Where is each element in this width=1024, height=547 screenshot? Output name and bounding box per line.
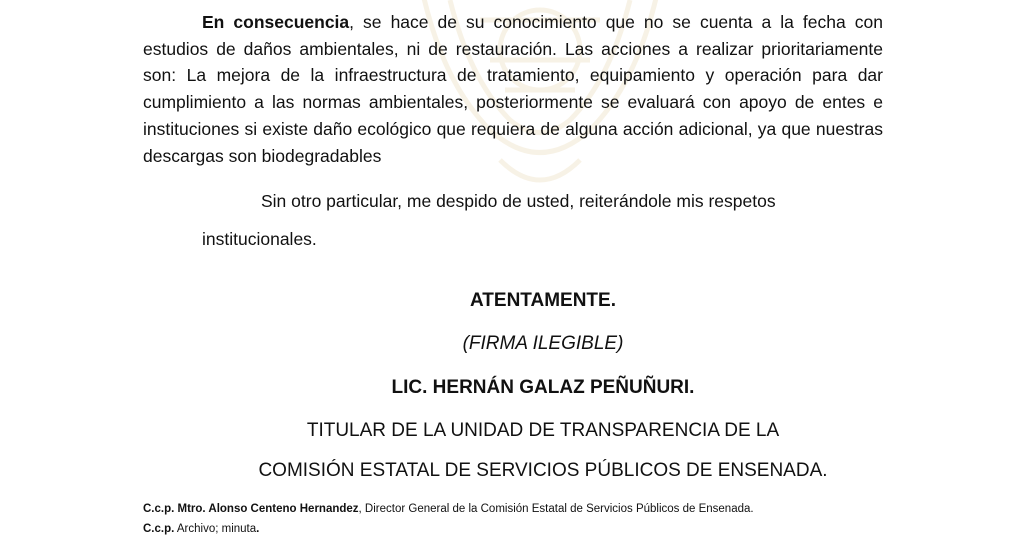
ccp-prefix: C.c.p.	[143, 503, 175, 515]
closing-salutation: ATENTAMENTE.	[469, 290, 616, 311]
ccp-end: .	[256, 523, 260, 535]
carbon-copy-line-2	[143, 522, 259, 536]
ccp-recipient-name: Mtro. Alonso Centeno Hernandez	[177, 503, 359, 515]
ccp-archive: Archivo; minuta	[176, 523, 257, 535]
closing-line-2: institucionales.	[202, 229, 317, 249]
paragraph-body: , se hace de su conocimiento que no se cuenta a la fecha con estudios de daños ambientales, ni de restauración. Las acciones a realizar prioritariamente son: La mejora de la infraestructura de tratamiento, equipamiento y operación para dar cumplimiento a las normas ambientales, posteriormente se evaluará con apoyo de entes e instituciones si existe daño ecológico que requiera de alguna acción adicional, ya que nuestras descargas son biodegradables	[143, 12, 883, 166]
paragraph-lead: En consecuencia	[202, 12, 350, 32]
closing-line-1: Sin otro particular, me despido de usted, reiterándole mis respetos	[261, 191, 776, 211]
closing-paragraph	[202, 182, 883, 258]
ccp-prefix: C.c.p.	[143, 523, 175, 535]
carbon-copy-line-1	[143, 502, 754, 516]
signer-title-line-1: TITULAR DE LA UNIDAD DE TRANSPARENCIA DE LA	[306, 420, 780, 441]
consequence-paragraph	[143, 9, 883, 169]
signer-title-line-2: COMISIÓN ESTATAL DE SERVICIOS PÚBLICOS DE ENSENADA.	[258, 460, 828, 481]
ccp-recipient-role: , Director General de la Comisión Estatal de Servicios Públicos de Ensenada.	[358, 503, 754, 515]
signature-note: (FIRMA ILEGIBLE)	[462, 333, 624, 354]
signer-name: LIC. HERNÁN GALAZ PEÑUÑURI.	[391, 377, 695, 398]
